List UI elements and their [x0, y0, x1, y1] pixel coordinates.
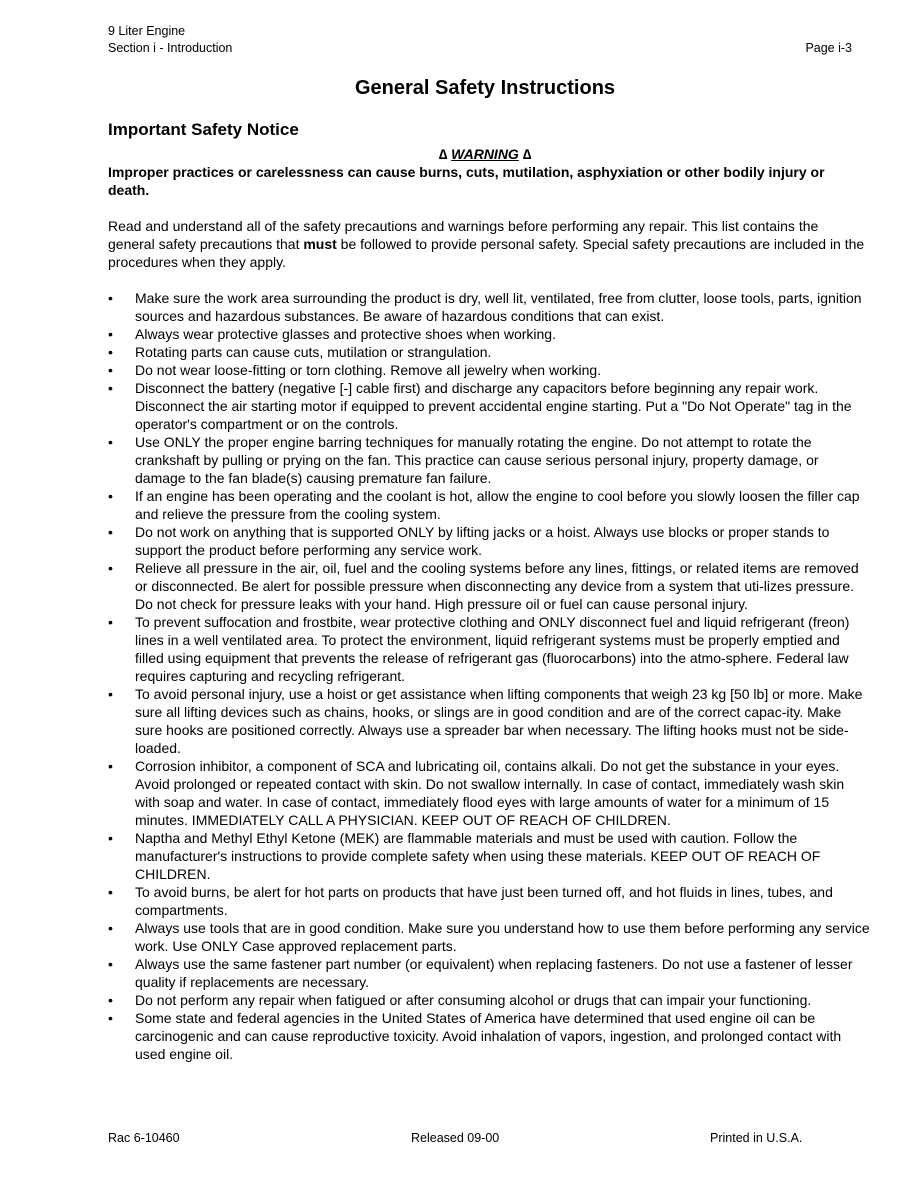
- list-item-text: To prevent suffocation and frostbite, wear protective clothing and ONLY disconnect fuel and liquid refrigerant (freon) lines in a well ventilated area. To protect the environment, liquid refrigerant systems must be properly emptied and filled using equipment that prevents the release of refrigerant gas (fluorocarbons) into the atmo-sphere. Federal law requires capturing and recycling refrigerant.: [135, 614, 850, 684]
- list-item-text: Do not wear loose-fitting or torn clothing. Remove all jewelry when working.: [135, 362, 602, 378]
- list-item: [108, 991, 870, 1009]
- list-item-text: Relieve all pressure in the air, oil, fuel and the cooling systems before any lines, fittings, or related items are removed or disconnected. Be alert for possible pressure when disconnecting any device from a system that uti-lizes pressure. Do not check for pressure leaks with your hand. High pressure oil or fuel can cause personal injury.: [135, 560, 859, 612]
- section-heading: Important Safety Notice: [108, 120, 299, 139]
- footer-release: Released 09-00: [411, 1131, 500, 1145]
- list-item: [108, 955, 870, 991]
- bullet-icon: •: [108, 920, 113, 936]
- list-item-text: To avoid burns, be alert for hot parts on products that have just been turned off, and hot fluids in lines, tubes, and compartments.: [135, 884, 833, 918]
- warning-triangle-icon: ∆: [522, 146, 532, 162]
- list-item: [108, 1009, 870, 1063]
- intro-emphasis: must: [303, 236, 337, 252]
- bullet-icon: •: [108, 434, 113, 450]
- list-item: [108, 487, 870, 523]
- safety-precautions-list: [108, 289, 870, 1063]
- bullet-icon: •: [108, 290, 113, 306]
- bullet-icon: •: [108, 344, 113, 360]
- list-item-text: Do not work on anything that is supported ONLY by lifting jacks or a hoist. Always use blocks or proper stands to support the product before performing any service work.: [135, 524, 830, 558]
- list-item-text: Some state and federal agencies in the United States of America have determined that used engine oil can be carcinogenic and can cause reproductive toxicity. Avoid inhalation of vapors, ingestion, and prolonged contact with used engine oil.: [135, 1010, 842, 1062]
- header-section: Section i - Introduction: [108, 41, 233, 55]
- list-item: [108, 919, 870, 955]
- list-item-text: Always use tools that are in good condition. Make sure you understand how to use them before performing any service work. Use ONLY Case approved replacement parts.: [135, 920, 870, 954]
- list-item-text: Always wear protective glasses and protective shoes when working.: [135, 326, 556, 342]
- warning-heading: [108, 145, 862, 163]
- list-item: [108, 757, 870, 829]
- bullet-icon: •: [108, 758, 113, 774]
- warning-label: WARNING: [451, 146, 519, 162]
- list-item-text: Disconnect the battery (negative [-] cable first) and discharge any capacitors before beginning any repair work. Disconnect the air starting motor if equipped to prevent accidental engine starting. Put a "Do Not Operate" tag in the operator's compartment or on the controls.: [135, 380, 852, 432]
- bullet-icon: •: [108, 884, 113, 900]
- bullet-icon: •: [108, 362, 113, 378]
- bullet-icon: •: [108, 956, 113, 972]
- list-item-text: Naptha and Methyl Ethyl Ketone (MEK) are flammable materials and must be used with caution. Follow the manufacturer's instructions to provide complete safety when using these materials. KEEP OUT OF REACH OF CHILDREN.: [135, 830, 821, 882]
- intro-paragraph: [108, 217, 868, 271]
- header-page-number: Page i-3: [805, 41, 852, 55]
- bullet-icon: •: [108, 614, 113, 630]
- list-item-text: Corrosion inhibitor, a component of SCA and lubricating oil, contains alkali. Do not get the substance in your eyes. Avoid prolonged or repeated contact with skin. Do not swallow internally. In case of contact, immediately wash skin with soap and water. In case of contact, immediately flood eyes with large amounts of water for a minimum of 15 minutes. IMMEDIATELY CALL A PHYSICIAN. KEEP OUT OF REACH OF CHILDREN.: [135, 758, 845, 828]
- list-item: [108, 523, 870, 559]
- intro-text-part2: be followed to provide personal safety. Special safety precautions are included in the procedures when they apply.: [108, 236, 865, 270]
- list-item: [108, 379, 870, 433]
- bullet-icon: •: [108, 560, 113, 576]
- bullet-icon: •: [108, 1010, 113, 1026]
- intro-text-part1: Read and understand all of the safety precautions and warnings before performing any repair. This list contains the general safety precautions that: [108, 218, 819, 252]
- list-item: [108, 325, 870, 343]
- bullet-icon: •: [108, 524, 113, 540]
- list-item: [108, 883, 870, 919]
- list-item: [108, 289, 870, 325]
- page-title: General Safety Instructions: [354, 77, 616, 99]
- bullet-icon: •: [108, 992, 113, 1008]
- bullet-icon: •: [108, 380, 113, 396]
- bullet-icon: •: [108, 326, 113, 342]
- header-manual-title: 9 Liter Engine: [108, 24, 186, 38]
- list-item-text: Always use the same fastener part number (or equivalent) when replacing fasteners. Do not use a fastener of lesser quality if replacements are necessary.: [135, 956, 853, 990]
- footer-printed: Printed in U.S.A.: [710, 1131, 803, 1145]
- list-item: [108, 343, 870, 361]
- bullet-icon: •: [108, 830, 113, 846]
- list-item: [108, 829, 870, 883]
- list-item: [108, 361, 870, 379]
- list-item: [108, 613, 870, 685]
- list-item-text: To avoid personal injury, use a hoist or get assistance when lifting components that weigh 23 kg [50 lb] or more. Make sure all lifting devices such as chains, hooks, or slings are in good condition and are of the correct capac-ity. Make sure hooks are positioned correctly. Always use a spreader bar when necessary. The lifting hooks must not be side-loaded.: [135, 686, 863, 756]
- list-item: [108, 685, 870, 757]
- list-item: [108, 433, 870, 487]
- warning-text: Improper practices or carelessness can cause burns, cuts, mutilation, asphyxiation or other bodily injury or death.: [108, 164, 825, 198]
- list-item-text: Use ONLY the proper engine barring techniques for manually rotating the engine. Do not attempt to rotate the crankshaft by pulling or prying on the fan. This practice can cause serious personal injury, property damage, or damage to the fan blade(s) causing premature fan failure.: [135, 434, 819, 486]
- list-item: [108, 559, 870, 613]
- list-item-text: Rotating parts can cause cuts, mutilation or strangulation.: [135, 344, 492, 360]
- list-item-text: Make sure the work area surrounding the product is dry, well lit, ventilated, free from clutter, loose tools, parts, ignition sources and hazardous substances. Be aware of hazardous conditions that can exist.: [135, 290, 862, 324]
- bullet-icon: •: [108, 488, 113, 504]
- list-item-text: If an engine has been operating and the coolant is hot, allow the engine to cool before you slowly loosen the filler cap and relieve the pressure from the cooling system.: [135, 488, 860, 522]
- list-item-text: Do not perform any repair when fatigued or after consuming alcohol or drugs that can impair your functioning.: [135, 992, 812, 1008]
- warning-triangle-icon: ∆: [438, 146, 448, 162]
- footer-doc-number: Rac 6-10460: [108, 1131, 180, 1145]
- bullet-icon: •: [108, 686, 113, 702]
